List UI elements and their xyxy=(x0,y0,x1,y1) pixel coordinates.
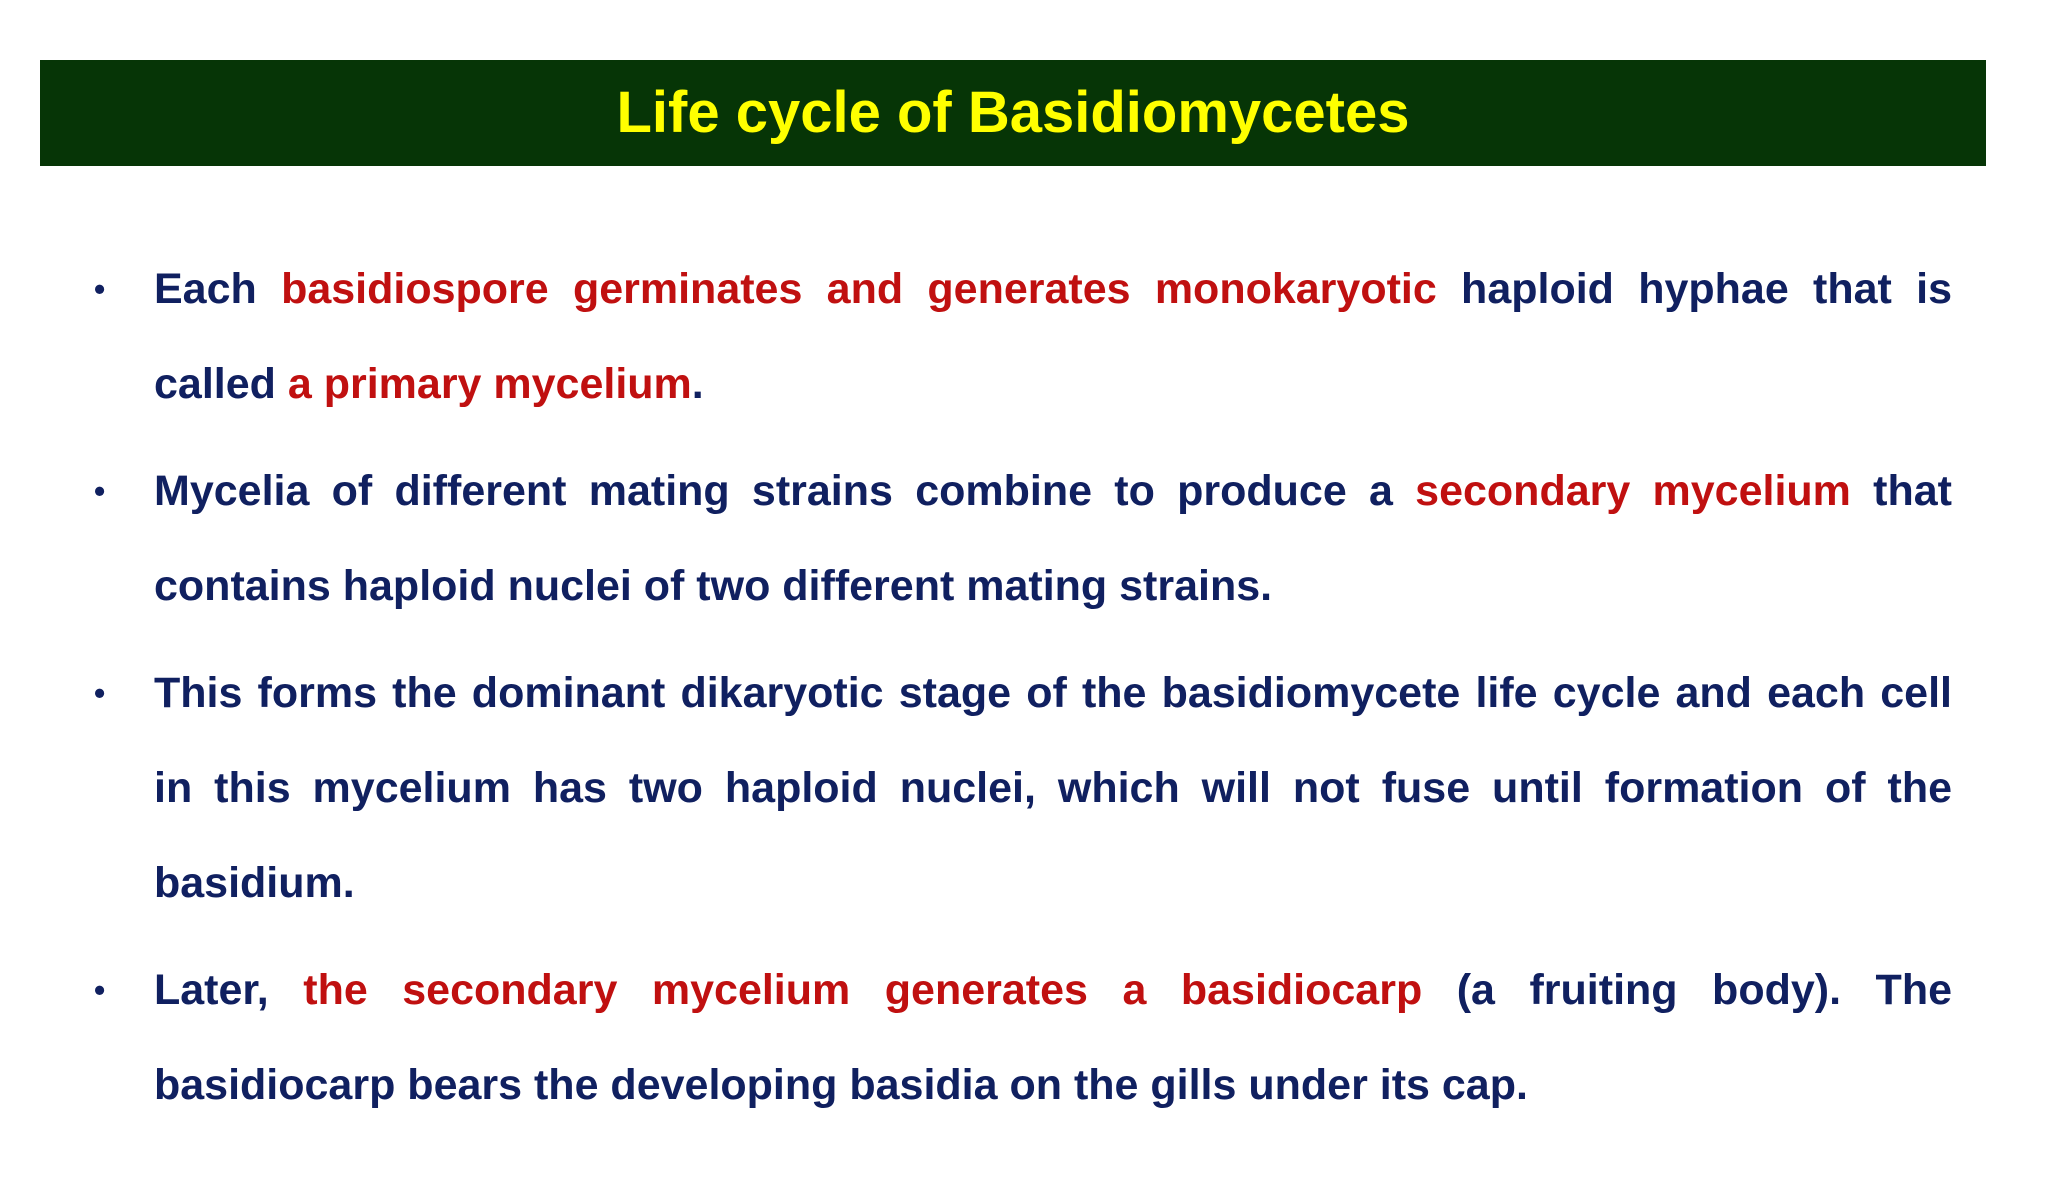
bullet-text: Each xyxy=(154,265,282,313)
bullet-highlight: a primary mycelium xyxy=(287,360,692,408)
bullet-text: This forms the dominant dikaryotic stage of the basidiomycete life cycle and each cell in this mycelium has two haploid nuclei, which will not fuse until formation of the basidium. xyxy=(154,669,1952,907)
slide-title: Life cycle of Basidiomycetes xyxy=(616,80,1410,145)
bullet-list xyxy=(88,242,1952,1145)
bullet-text: (a fruiting body). The basidiocarp bears the developing basidia on the gills under its cap. xyxy=(154,966,1952,1109)
bullet-text: haploid hyphae that is called xyxy=(154,265,1952,408)
bullet-text: that contains haploid nuclei of two different mating strains. xyxy=(154,467,1952,610)
bullet-text: Mycelia of different mating strains combine to produce a xyxy=(154,467,1416,515)
title-bar xyxy=(40,60,1986,166)
bullet-highlight: the secondary mycelium generates a basidiocarp xyxy=(303,966,1423,1014)
bullet-marker: • xyxy=(94,972,106,1008)
bullet-highlight: basidiospore germinates and generates monokaryotic xyxy=(281,265,1437,313)
bullet-highlight: secondary mycelium xyxy=(1415,467,1851,515)
bullet-marker: • xyxy=(94,675,106,711)
bullet-text: . xyxy=(691,360,704,408)
bullet-item-3 xyxy=(88,646,1952,931)
bullet-item-1 xyxy=(88,242,1952,432)
bullet-marker: • xyxy=(94,473,106,509)
bullet-marker: • xyxy=(94,271,106,307)
bullet-item-4 xyxy=(88,943,1952,1133)
bullet-text: Later, xyxy=(154,966,304,1014)
bullet-item-2 xyxy=(88,444,1952,634)
